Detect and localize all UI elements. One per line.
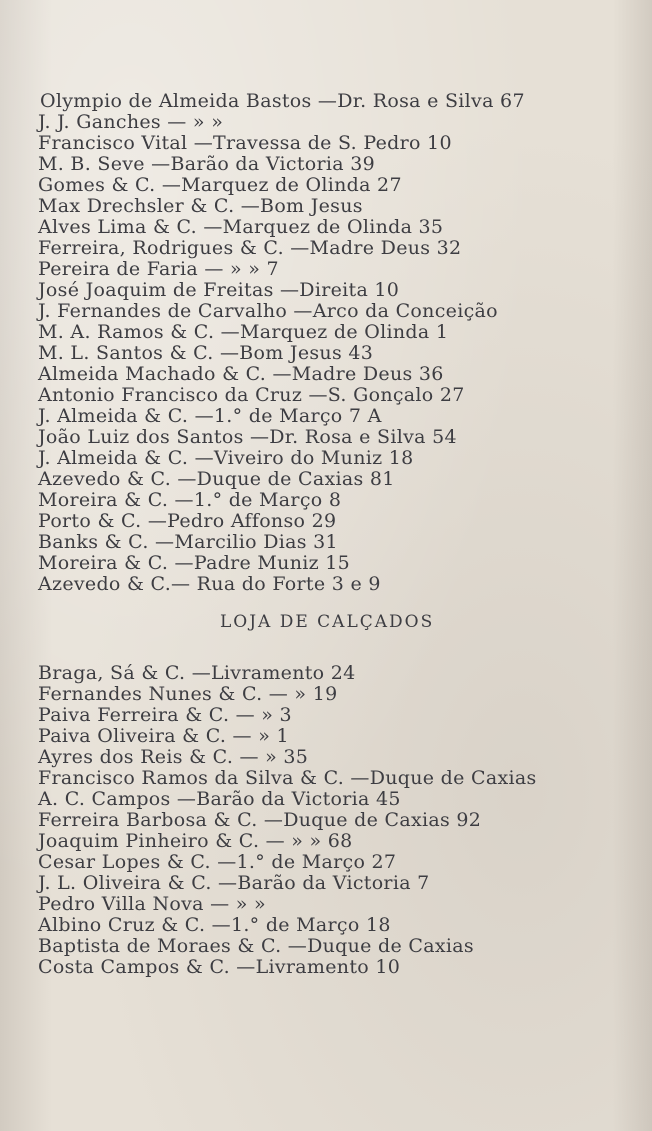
list-item: M. A. Ramos & C. —Marquez de Olinda 1 xyxy=(38,321,449,343)
list-item: Olympio de Almeida Bastos —Dr. Rosa e Silva 67 xyxy=(40,90,525,112)
list-item: Porto & C. —Pedro Affonso 29 xyxy=(38,510,337,532)
list-item: Francisco Vital —Travessa de S. Pedro 10 xyxy=(38,132,452,154)
list-item: J. J. Ganches — » » xyxy=(38,111,224,133)
list-item: Ferreira, Rodrigues & C. —Madre Deus 32 xyxy=(38,237,462,259)
list-item: Albino Cruz & C. —1.° de Março 18 xyxy=(38,914,391,936)
list-item: Antonio Francisco da Cruz —S. Gonçalo 27 xyxy=(38,384,465,406)
list-item: José Joaquim de Freitas —Direita 10 xyxy=(38,279,400,301)
list-item: Paiva Oliveira & C. — » 1 xyxy=(38,725,289,747)
list-item: A. C. Campos —Barão da Victoria 45 xyxy=(38,788,401,810)
list-item: Max Drechsler & C. —Bom Jesus xyxy=(38,195,363,217)
list-item: João Luiz dos Santos —Dr. Rosa e Silva 54 xyxy=(38,426,457,448)
list-item: J. L. Oliveira & C. —Barão da Victoria 7 xyxy=(38,872,430,894)
list-item: Ferreira Barbosa & C. —Duque de Caxias 92 xyxy=(38,809,482,831)
list-item: Pedro Villa Nova — » » xyxy=(38,893,266,915)
list-item: M. L. Santos & C. —Bom Jesus 43 xyxy=(38,342,374,364)
list-item: Azevedo & C. —Duque de Caxias 81 xyxy=(38,468,395,490)
section-heading: LOJA DE CALÇADOS xyxy=(220,612,435,632)
list-item: Almeida Machado & C. —Madre Deus 36 xyxy=(38,363,444,385)
list-item: Banks & C. —Marcilio Dias 31 xyxy=(38,531,338,553)
list-item: Braga, Sá & C. —Livramento 24 xyxy=(38,662,356,684)
list-item: Moreira & C. —Padre Muniz 15 xyxy=(38,552,351,574)
list-item: Francisco Ramos da Silva & C. —Duque de Caxias xyxy=(38,767,537,789)
list-item: J. Fernandes de Carvalho —Arco da Conceição xyxy=(38,300,498,322)
list-item: Moreira & C. —1.° de Março 8 xyxy=(38,489,342,511)
list-item: Ayres dos Reis & C. — » 35 xyxy=(38,746,309,768)
list-item: Pereira de Faria — » » 7 xyxy=(38,258,279,280)
list-item: M. B. Seve —Barão da Victoria 39 xyxy=(38,153,376,175)
list-item: Paiva Ferreira & C. — » 3 xyxy=(38,704,292,726)
list-item: J. Almeida & C. —Viveiro do Muniz 18 xyxy=(38,447,414,469)
list-item: J. Almeida & C. —1.° de Março 7 A xyxy=(38,405,382,427)
list-item: Joaquim Pinheiro & C. — » » 68 xyxy=(38,830,353,852)
list-item: Gomes & C. —Marquez de Olinda 27 xyxy=(38,174,402,196)
list-item: Costa Campos & C. —Livramento 10 xyxy=(38,956,401,978)
list-item: Baptista de Moraes & C. —Duque de Caxias xyxy=(38,935,474,957)
list-item: Fernandes Nunes & C. — » 19 xyxy=(38,683,338,705)
list-item: Azevedo & C.— Rua do Forte 3 e 9 xyxy=(38,573,381,595)
list-item: Cesar Lopes & C. —1.° de Março 27 xyxy=(38,851,397,873)
list-item: Alves Lima & C. —Marquez de Olinda 35 xyxy=(38,216,444,238)
